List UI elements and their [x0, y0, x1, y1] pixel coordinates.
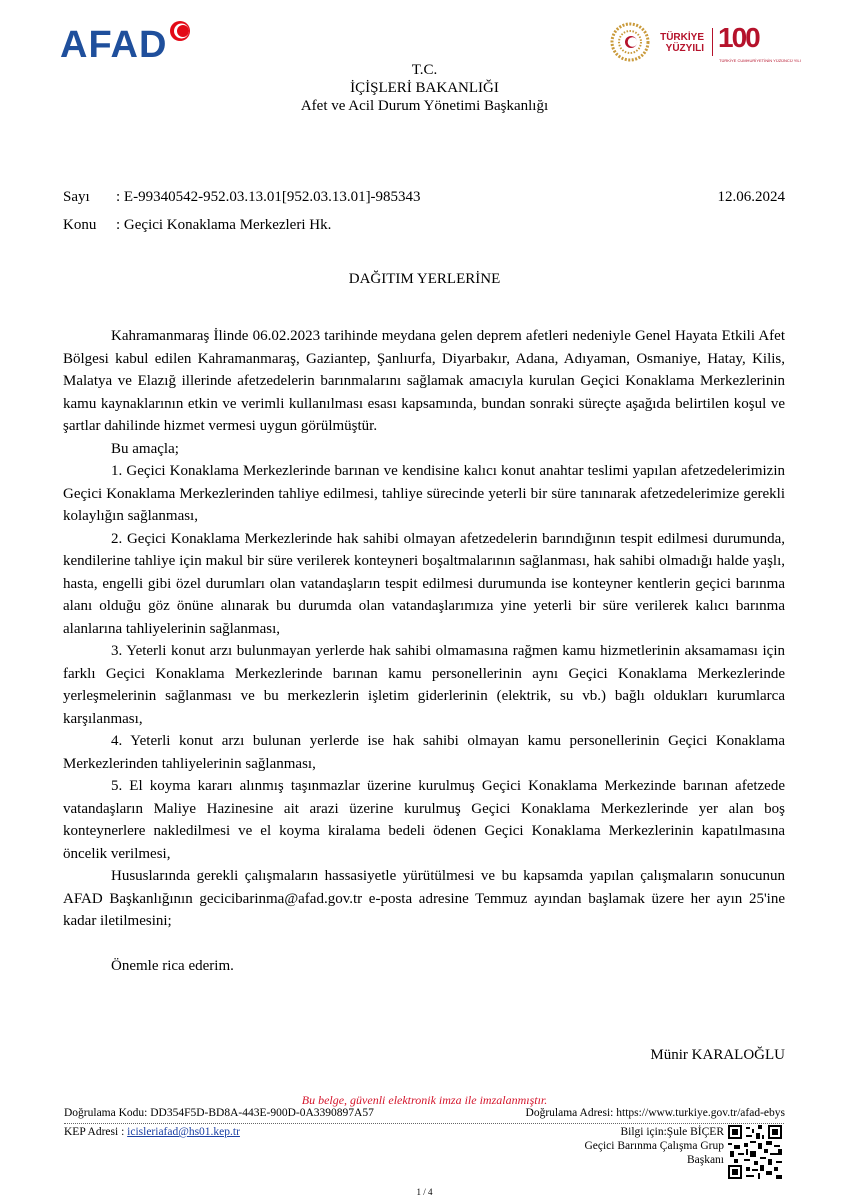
logo-100-yil-subtitle: TÜRKİYE CUMHURİYETİNİN YÜZÜNCÜ YILI: [719, 58, 801, 63]
sayi-value: : E-99340542-952.03.13.01[952.03.13.01]-985343: [116, 189, 421, 205]
verification-address[interactable]: Doğrulama Adresi: https://www.turkiye.gov.tr/afad-ebys: [525, 1107, 785, 1119]
footer-divider: [64, 1123, 784, 1124]
contact-line-1: Bilgi için:Şule BİÇER: [620, 1126, 724, 1138]
paragraph-item-4: 4. Yeterli konut arzı bulunan yerlerde ise hak sahibi olmayan kamu personellerinin Geçici Konaklama Merkezlerinden tahliyelerinin sağlanması,: [63, 733, 785, 772]
header-ministry: İÇİŞLERİ BAKANLIĞI: [350, 80, 499, 96]
paragraph-item-2: 2. Geçici Konaklama Merkezlerinde hak sahibi olmayan afetzedelerin barındığının tespit edilmesi durumunda, kendilerine tahliye için makul bir süre verilerek konteyneri boşaltmalarının sağlanması, hak sahibi olmadığı halde yaşlı, hasta, engelli gibi özel durumları olan vatandaşların tespit edilmesi durumunda ise konteyner kentlerin geçici barınma alanı olduğu göz önüne alınarak bu durumda olan vatandaşlarımıza yine yeterli bir süre verilerek kalıcı barınma alanlarına tahliyelerinin sağlanması,: [63, 530, 785, 637]
page-number: 1 / 4: [416, 1187, 433, 1197]
afad-logo: AFAD: [60, 24, 168, 66]
esign-note: Bu belge, güvenli elektronik imza ile imzalanmıştır.: [301, 1093, 548, 1107]
paragraph-intro: Kahramanmaraş İlinde 06.02.2023 tarihinde meydana gelen deprem afetleri nedeniyle Genel Hayata Etkili Afet Bölgesi kabul edilen Kahramanmaraş, Gaziantep, Şanlıurfa, Diyarbakır, Adana, Adıyaman, Osmaniye, Hatay, Kilis, Malatya ve Elazığ illerinde afetzedelerin barınmalarını sağlamak amacıyla kurulan Geçici Konaklama Merkezlerinin kamu kaynaklarının etkin ve verimli kullanılması esası kapsamında, bundan sonraki süreçte aşağıda belirtilen koşul ve şartlar dahilinde hizmet vermesi uygun görülmüştür.: [63, 328, 785, 434]
header-tc: T.C.: [411, 62, 438, 78]
signer-name: Münir KARALOĞLU: [650, 1047, 785, 1063]
contact-line-2: Geçici Barınma Çalışma Grup: [584, 1140, 724, 1152]
logo-divider: [712, 28, 713, 56]
document-title: DAĞITIM YERLERİNE: [348, 271, 501, 287]
qr-code-icon: [728, 1125, 782, 1179]
konu-value: : Geçici Konaklama Merkezleri Hk.: [116, 217, 332, 233]
contact-info: [584, 1125, 724, 1167]
paragraph-item-5: 5. El koyma kararı alınmış taşınmazlar üzerine kurulmuş Geçici Konaklama Merkezinde barınan afetzede vatandaşların Maliye Hazinesine ait arazi üzerine kurulmuş Geçici Konaklama Merkezlerinde yer alan boş konteynerlere nakledilmesi ve el koyma kiralama bedeli ödenen Geçici Konaklama Merkezlerinin kapatılmasına öncelik verilmesi,: [63, 778, 785, 862]
sayi-label: Sayı: [63, 189, 90, 205]
turkiye-yuzyili-line1: TÜRKİYE: [660, 32, 704, 43]
turkiye-yuzyili-emblem-icon: [610, 22, 650, 62]
paragraph-purpose: Bu amaçla;: [111, 440, 179, 457]
kep-label: KEP Adresi :: [64, 1126, 128, 1138]
paragraph-request: Hususlarında gerekli çalışmaların hassasiyetle yürütülmesi ve bu kapsamda yapılan çalışmaların sonucunun AFAD Başkanlığının gecicibarinma@afad.gov.tr e-posta adresine Temmuz ayından başlamak üzere her ayın 25'ine kadar iletilmesini;: [63, 868, 785, 929]
kep-link[interactable]: icisleriafad@hs01.kep.tr: [127, 1126, 240, 1138]
crescent-star-icon: [169, 20, 191, 42]
kep-address: [64, 1125, 240, 1139]
document-date: 12.06.2024: [717, 189, 785, 205]
konu-label: Konu: [63, 217, 97, 233]
paragraph-item-3: 3. Yeterli konut arzı bulunmayan yerlerde hak sahibi olmamasına rağmen kamu hizmetlerinin aksamaması için farklı Geçici Konaklama Merkezlerinde barınan kamu personellerinin aynı Geçici Konaklama Merkezlerinde yerleşmelerinin sağlanması ve bu merkezlerin işletim giderlerinin (elektrik, su vb.) bağlı oldukları kurumlarca karşılanması,: [63, 643, 785, 727]
contact-line-3: Başkanı: [686, 1154, 724, 1166]
turkiye-yuzyili-line2: YÜZYILI: [665, 43, 704, 54]
verification-code: Doğrulama Kodu: DD354F5D-BD8A-443E-900D-0A3390897A57: [64, 1107, 374, 1119]
logo-100-yil: 100: [718, 22, 759, 53]
header-directorate: Afet ve Acil Durum Yönetimi Başkanlığı: [300, 98, 549, 114]
paragraph-item-1: 1. Geçici Konaklama Merkezlerinde barınan ve kendisine kalıcı konut anahtar teslimi yapılan afetzedelerimizin Geçici Konaklama Merkezlerinden tahliye edilmesi, tahliye sürecinde yeterli bir süre tanınarak afetzedelerimize gerekli kolaylığın sağlanması,: [63, 463, 785, 524]
turkiye-yuzyili-text: [652, 32, 704, 54]
paragraph-closing: Önemle rica ederim.: [111, 958, 234, 974]
document-body: [63, 325, 785, 978]
